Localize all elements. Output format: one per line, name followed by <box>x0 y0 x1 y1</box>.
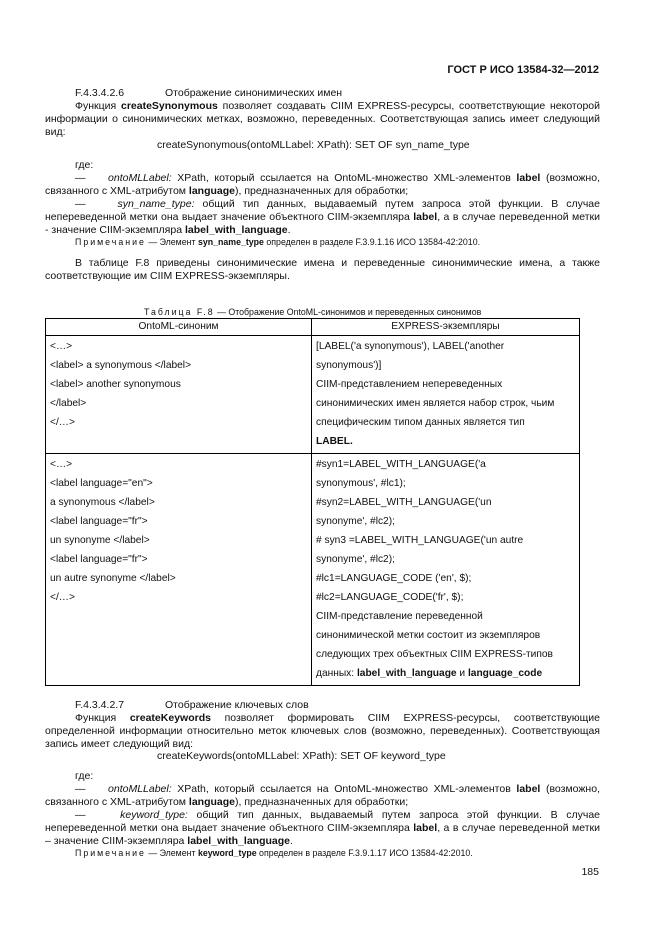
document-header: ГОСТ Р ИСО 13584-32—2012 <box>447 64 599 76</box>
table-caption: Таблица F.8 — Отображение OntoML-синонимов и переведенных синонимов <box>144 307 482 317</box>
function-signature: createKeywords(ontoMLLabel: XPath): SET OF keyword_type <box>157 750 446 762</box>
paragraph: Функция createKeywords позволяет формировать CIIM EXPRESS-ресурсы, соответствующие определенной информации относительно меток ключевых слов (возможно, переведенных). Соответствующая запись имеет следующий вид: <box>45 712 600 750</box>
where-label: где: <box>75 159 94 171</box>
definition-item: — keyword_type: общий тип данных, выдаваемый путем запроса этой функции. В случае непереведенной метки она выдает значение объектного CIIM-экземпляра label, а в случае переведенной метки – значение CIIM-экземпляра label_with_language. <box>45 809 600 847</box>
section-heading <box>75 699 309 712</box>
term: ontoMLLabel: <box>108 783 172 795</box>
note-label: Примечание <box>75 237 146 247</box>
function-signature: createSynonymous(ontoMLLabel: XPath): SET OF syn_name_type <box>157 139 470 151</box>
mapping-table <box>45 318 580 686</box>
table-row <box>46 336 580 454</box>
definition-item: — ontoMLLabel: XPath, который ссылается на OntoML-множество XML-элементов label (возможно, связанного с XML-атрибутом language), предназначенных для обработки; <box>45 783 600 808</box>
note-label: Примечание <box>75 848 146 858</box>
definition-item: — syn_name_type: общий тип данных, выдаваемый путем запроса этой функции. В случае непереведенной метки она выдает значение объектного CIIM-экземпляра label, а в случае переведенной метки - значение CIIM-экземпляра label_with_language. <box>45 198 600 236</box>
where-label: где: <box>75 770 94 782</box>
function-name: createKeywords <box>129 712 211 724</box>
table-cell: <…> <label language="en"> a synonymous </label> <label language="fr"> un synonyme </label> <label language="fr"> un autre synonyme </label> </…> <box>46 454 312 686</box>
table-cell: #syn1=LABEL_WITH_LANGUAGE('a synonymous', #lc1); #syn2=LABEL_WITH_LANGUAGE('un synonyme', #lc2); # syn3 =LABEL_WITH_LANGUAGE('un autre synonyme', #lc2); #lc1=LANGUAGE_CODE ('en', $); #lc2=LANGUAGE_CODE('fr', $); CIIM-представление переведенной синонимической метки состоит из экземпляров следующих трех объектных CIIM EXPRESS-типов данных: label_with_language и language_code <box>312 454 580 686</box>
section-number: F.4.3.4.2.6 <box>75 87 125 99</box>
column-header: OntoML-синоним <box>46 319 312 336</box>
table-cell: [LABEL('a synonymous'), LABEL('another synonymous')] CIIM-представлением непереведенных синонимических имен является набор строк, чьим специфическим типом данных является тип LABEL. <box>312 336 580 454</box>
paragraph: В таблице F.8 приведены синонимические имена и переведенные синонимические имена, а также соответствующие им CIIM EXPRESS-экземпляры. <box>45 257 600 282</box>
term: syn_name_type: <box>117 198 195 210</box>
column-header: EXPRESS-экземпляры <box>312 319 580 336</box>
note: Примечание — Элемент syn_name_type определен в разделе F.3.9.1.16 ИСО 13584-42:2010. <box>75 237 481 247</box>
section-heading <box>75 87 343 100</box>
paragraph: Функция createSynonymous позволяет создавать CIIM EXPRESS-ресурсы, соответствующие некоторой информации о синонимических метках, возможно, переведенных. Соответствующая запись имеет следующий вид: <box>45 100 601 138</box>
section-title: Отображение синонимических имен <box>165 87 343 99</box>
table-cell: <…> <label> a synonymous </label> <label> another synonymous </label> </…> <box>46 336 312 454</box>
note: Примечание — Элемент keyword_type определен в разделе F.3.9.1.17 ИСО 13584-42:2010. <box>75 848 473 858</box>
page-number: 185 <box>581 866 599 878</box>
term: keyword_type: <box>120 809 188 821</box>
definition-item: — ontoMLLabel: XPath, который ссылается на OntoML-множество XML-элементов label (возможно, связанного с XML-атрибутом language), предназначенных для обработки; <box>45 172 600 197</box>
table-header-row <box>46 319 580 336</box>
function-name: createSynonymous <box>120 100 218 112</box>
table-row <box>46 454 580 686</box>
section-number: F.4.3.4.2.7 <box>75 699 125 711</box>
section-title: Отображение ключевых слов <box>165 699 309 711</box>
term: ontoMLLabel: <box>108 172 172 184</box>
